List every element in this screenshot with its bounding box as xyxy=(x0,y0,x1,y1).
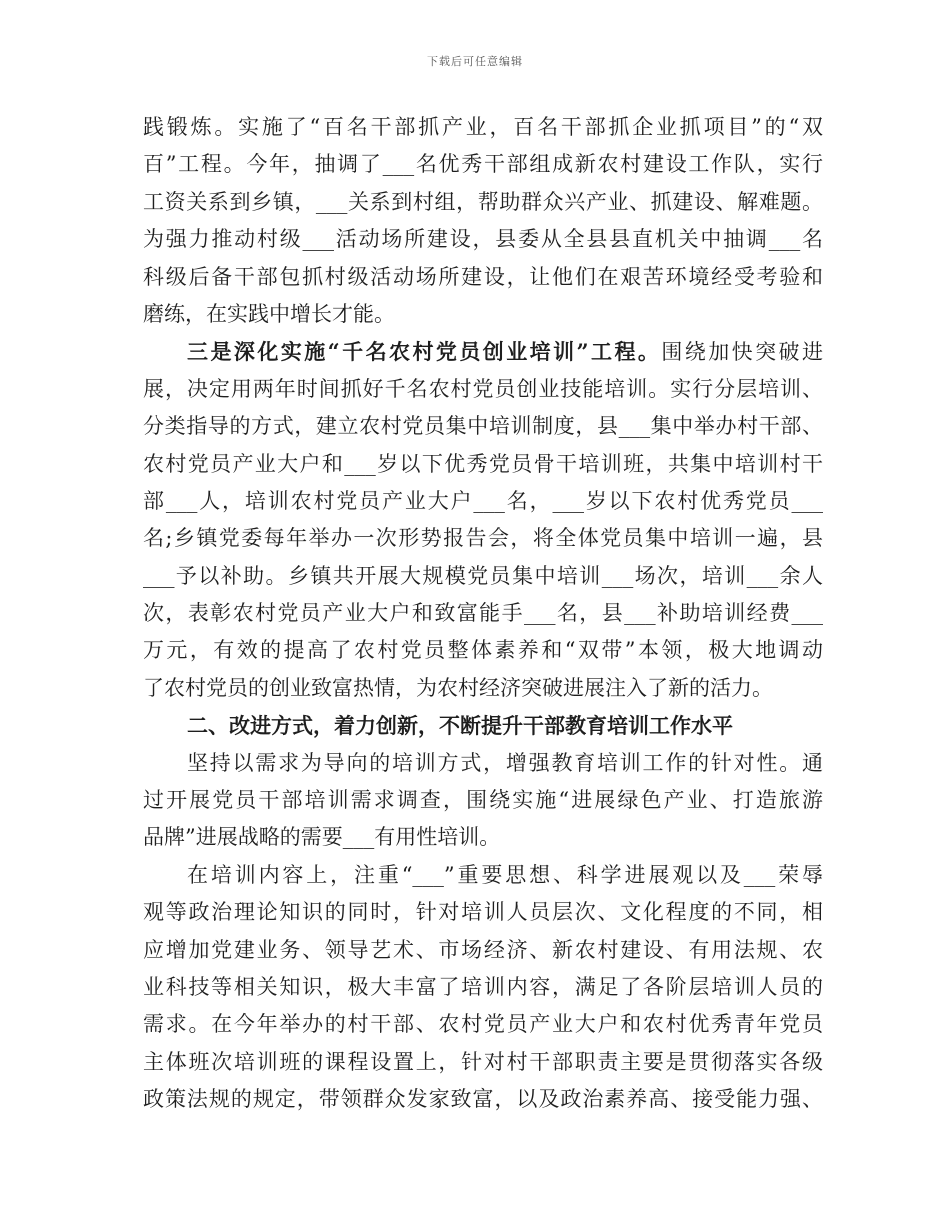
paragraph-line: 主体班次培训班的课程设置上，针对村干部职责主要是贯彻落实各级 xyxy=(143,1049,823,1074)
paragraph-line: 过开展党员干部培训需求调查，围绕实施“进展绿色产业、打造旅游 xyxy=(143,788,823,813)
paragraph-line: 工资关系到乡镇，___关系到村组，帮助群众兴产业、抓建设、解难题。 xyxy=(143,189,823,214)
paragraph-line: 需求。在今年举办的村干部、农村党员产业大户和农村优秀青年党员 xyxy=(143,1012,823,1037)
paragraph-line: 展，决定用两年时间抓好千名农村党员创业技能培训。实行分层培训、 xyxy=(143,376,823,401)
paragraph-line: 应增加党建业务、领导艺术、市场经济、新农村建设、有用法规、农 xyxy=(143,937,823,962)
paragraph-line: 业科技等相关知识，极大丰富了培训内容，满足了各阶层培训人员的 xyxy=(143,974,823,999)
paragraph-line: 万元，有效的提高了农村党员整体素养和“双带”本领，极大地调动 xyxy=(143,638,823,663)
paragraph-line: 了农村党员的创业致富热情，为农村经济突破进展注入了新的活力。 xyxy=(143,675,773,700)
paragraph-line: 观等政治理论知识的同时，针对培训人员层次、文化程度的不同，相 xyxy=(143,900,823,925)
document-body xyxy=(143,109,823,1119)
paragraph-line: 践锻炼。实施了“百名干部抓产业，百名干部抓企业抓项目”的“双 xyxy=(143,115,823,139)
paragraph-text: 围绕加快突破进 xyxy=(661,340,823,365)
paragraph-line: 名;乡镇党委每年举办一次形势报告会，将全体党员集中培训一遍，县 xyxy=(143,526,823,551)
paragraph-line: 次，表彰农村党员产业大户和致富能手___名，县___补助培训经费___ xyxy=(143,601,823,626)
paragraph-line: 为强力推动村级___活动场所建设，县委从全县县直机关中抽调___名 xyxy=(143,227,823,252)
section-heading: 二、改进方式，着力创新，不断提升干部教育培训工作水平 xyxy=(187,713,733,739)
paragraph-line: 政策法规的规定，带领群众发家致富，以及政治素养高、接受能力强、 xyxy=(143,1087,823,1112)
paragraph-line: 磨练，在实践中增长才能。 xyxy=(143,301,395,326)
paragraph-line: 品牌”进展战略的需要___有用性培训。 xyxy=(143,825,501,850)
paragraph-line: 科级后备干部包抓村级活动场所建设，让他们在艰苦环境经受考验和 xyxy=(143,264,823,289)
paragraph-line: 坚持以需求为导向的培训方式，增强教育培训工作的针对性。通 xyxy=(187,750,823,775)
paragraph-line: ___予以补助。乡镇共开展大规模党员集中培训___场次，培训___余人 xyxy=(143,563,823,588)
bold-lead-in: 三是深化实施“千名农村党员创业培训”工程。 xyxy=(187,339,662,365)
page-header: 下载后可任意编辑 xyxy=(427,55,523,68)
paragraph-line: 部___人，培训农村党员产业大户___名，___岁以下农村优秀党员___ xyxy=(143,488,823,513)
paragraph-line: 在培训内容上，注重“___”重要思想、科学进展观以及___荣辱 xyxy=(187,862,823,887)
paragraph-line: 分类指导的方式，建立农村党员集中培训制度，县___集中举办村干部、 xyxy=(143,414,823,439)
paragraph-line: 农村党员产业大户和___岁以下优秀党员骨干培训班，共集中培训村干 xyxy=(143,451,823,476)
paragraph-line: 百”工程。今年，抽调了___名优秀干部组成新农村建设工作队，实行 xyxy=(143,152,823,177)
paragraph-line xyxy=(143,333,823,370)
